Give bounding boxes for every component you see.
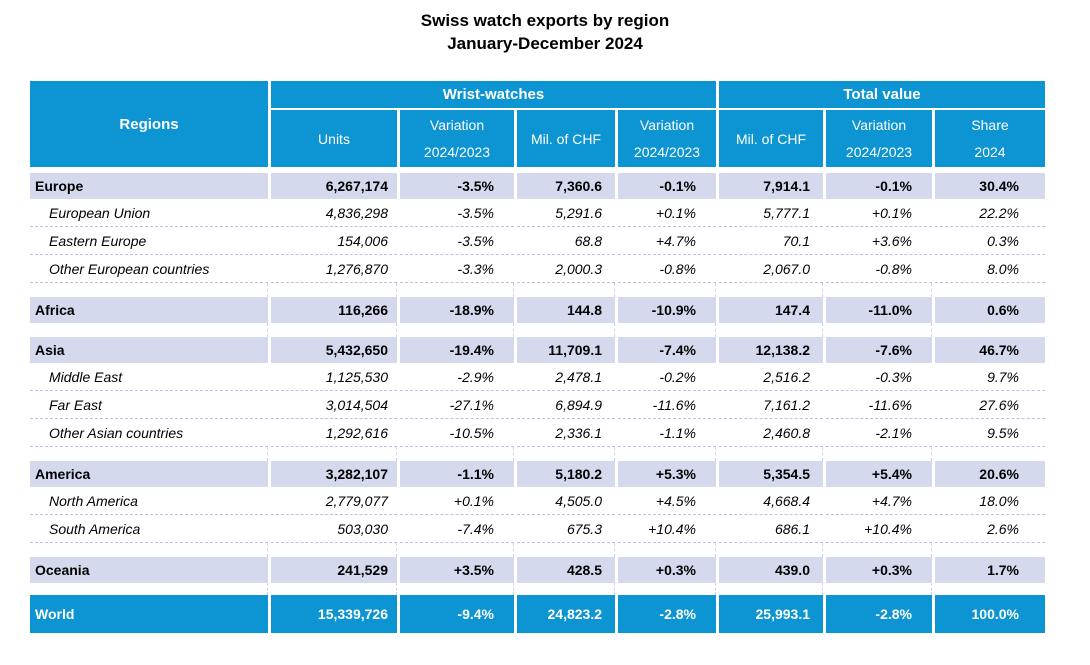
cell-variation-units: -3.5% — [400, 199, 514, 227]
table-row-north-america — [30, 487, 1045, 515]
table-row-other-asian-countries — [30, 419, 1045, 447]
spacer-cell — [400, 583, 514, 595]
cell-chf-wrist: 11,709.1 — [517, 337, 615, 363]
cell-variation-chf-wrist: -0.2% — [618, 363, 716, 391]
table-row-america — [30, 461, 1045, 487]
column-header-share-line2: 2024 — [974, 144, 1006, 160]
region-name: Other Asian countries — [30, 419, 268, 447]
spacer-cell — [935, 323, 1045, 337]
spacer-cell — [517, 543, 615, 557]
spacer-cell — [719, 447, 823, 461]
spacer-cell — [517, 283, 615, 297]
cell-share: 20.6% — [935, 461, 1045, 487]
cell-chf-wrist: 2,336.1 — [517, 419, 615, 447]
cell-variation-chf-wrist: +0.3% — [618, 557, 716, 583]
spacer-cell — [400, 447, 514, 461]
table-row-middle-east — [30, 363, 1045, 391]
spacer-cell — [935, 543, 1045, 557]
column-header-chf-total — [719, 110, 823, 167]
spacer-cell — [935, 447, 1045, 461]
spacer-row — [30, 323, 1045, 337]
cell-chf-total: 686.1 — [719, 515, 823, 543]
spacer-cell — [719, 323, 823, 337]
region-name: Oceania — [30, 557, 268, 583]
cell-variation-units: -10.5% — [400, 419, 514, 447]
cell-chf-wrist: 68.8 — [517, 227, 615, 255]
cell-variation-chf-wrist: -7.4% — [618, 337, 716, 363]
table-row-asia — [30, 337, 1045, 363]
cell-variation-units: -3.3% — [400, 255, 514, 283]
cell-variation-chf-total: -0.3% — [826, 363, 932, 391]
cell-variation-units: -3.5% — [400, 173, 514, 199]
cell-chf-wrist: 2,000.3 — [517, 255, 615, 283]
title-line-1: Swiss watch exports by region — [420, 11, 670, 30]
spacer-cell — [826, 543, 932, 557]
spacer-cell — [935, 583, 1045, 595]
cell-chf-wrist: 4,505.0 — [517, 487, 615, 515]
cell-share: 1.7% — [935, 557, 1045, 583]
spacer-row — [30, 583, 1045, 595]
cell-variation-chf-total: -0.1% — [826, 173, 932, 199]
region-name: European Union — [30, 199, 268, 227]
region-name: Other European countries — [30, 255, 268, 283]
cell-variation-units: +0.1% — [400, 487, 514, 515]
column-header-share — [935, 110, 1045, 167]
cell-variation-units: -27.1% — [400, 391, 514, 419]
cell-units: 4,836,298 — [271, 199, 397, 227]
cell-variation-units: -3.5% — [400, 227, 514, 255]
spacer-cell — [30, 283, 268, 297]
region-name: South America — [30, 515, 268, 543]
cell-chf-wrist: 2,478.1 — [517, 363, 615, 391]
cell-units: 6,267,174 — [271, 173, 397, 199]
table-row-eastern-europe — [30, 227, 1045, 255]
spacer-cell — [400, 543, 514, 557]
region-name: World — [30, 595, 268, 633]
cell-variation-chf-total: -2.1% — [826, 419, 932, 447]
spacer-row — [30, 543, 1045, 557]
table-body — [30, 173, 1045, 633]
cell-units: 5,432,650 — [271, 337, 397, 363]
spacer-cell — [517, 323, 615, 337]
cell-variation-units: -7.4% — [400, 515, 514, 543]
column-header-chf-total-line1: Mil. of CHF — [736, 130, 806, 147]
cell-units: 3,014,504 — [271, 391, 397, 419]
title-line-2: January-December 2024 — [447, 34, 643, 53]
cell-share: 18.0% — [935, 487, 1045, 515]
cell-share: 22.2% — [935, 199, 1045, 227]
cell-share: 30.4% — [935, 173, 1045, 199]
column-header-chf-wrist-line1: Mil. of CHF — [531, 130, 601, 147]
column-header-variation-chf-wrist — [618, 110, 716, 167]
cell-chf-wrist: 24,823.2 — [517, 595, 615, 633]
cell-share: 100.0% — [935, 595, 1045, 633]
cell-variation-units: -1.1% — [400, 461, 514, 487]
cell-share: 27.6% — [935, 391, 1045, 419]
cell-variation-chf-wrist: -2.8% — [618, 595, 716, 633]
column-header-share-line1: Share — [971, 117, 1009, 133]
region-name: Africa — [30, 297, 268, 323]
cell-variation-units: -18.9% — [400, 297, 514, 323]
table-row-europe — [30, 173, 1045, 199]
spacer-cell — [618, 323, 716, 337]
region-name: America — [30, 461, 268, 487]
cell-units: 116,266 — [271, 297, 397, 323]
spacer-cell — [618, 447, 716, 461]
cell-variation-chf-total: -11.6% — [826, 391, 932, 419]
cell-chf-total: 70.1 — [719, 227, 823, 255]
cell-share: 8.0% — [935, 255, 1045, 283]
cell-chf-total: 5,354.5 — [719, 461, 823, 487]
spacer-cell — [271, 447, 397, 461]
cell-chf-total: 147.4 — [719, 297, 823, 323]
cell-chf-wrist: 428.5 — [517, 557, 615, 583]
cell-variation-chf-total: +0.3% — [826, 557, 932, 583]
cell-units: 1,276,870 — [271, 255, 397, 283]
cell-chf-wrist: 675.3 — [517, 515, 615, 543]
table-row-africa — [30, 297, 1045, 323]
cell-chf-wrist: 144.8 — [517, 297, 615, 323]
spacer-cell — [271, 323, 397, 337]
cell-share: 0.3% — [935, 227, 1045, 255]
cell-variation-chf-total: -2.8% — [826, 595, 932, 633]
spacer-cell — [400, 283, 514, 297]
cell-units: 503,030 — [271, 515, 397, 543]
cell-chf-total: 12,138.2 — [719, 337, 823, 363]
cell-variation-chf-total: +0.1% — [826, 199, 932, 227]
cell-chf-total: 4,668.4 — [719, 487, 823, 515]
region-name: North America — [30, 487, 268, 515]
column-header-chf-wrist — [517, 110, 615, 167]
cell-variation-units: -9.4% — [400, 595, 514, 633]
spacer-cell — [400, 323, 514, 337]
page-title — [0, 9, 1090, 55]
region-name: Europe — [30, 173, 268, 199]
spacer-cell — [826, 283, 932, 297]
cell-variation-chf-total: -11.0% — [826, 297, 932, 323]
cell-units: 2,779,077 — [271, 487, 397, 515]
region-name: Eastern Europe — [30, 227, 268, 255]
cell-share: 46.7% — [935, 337, 1045, 363]
column-header-variation-chf-wrist-line2: 2024/2023 — [633, 144, 701, 160]
spacer-cell — [30, 323, 268, 337]
cell-variation-chf-wrist: -10.9% — [618, 297, 716, 323]
cell-units: 241,529 — [271, 557, 397, 583]
spacer-cell — [826, 323, 932, 337]
spacer-cell — [719, 283, 823, 297]
cell-variation-chf-wrist: +4.5% — [618, 487, 716, 515]
column-header-units — [271, 110, 397, 167]
column-header-variation-units-line2: 2024/2023 — [423, 144, 491, 160]
cell-chf-total: 2,067.0 — [719, 255, 823, 283]
cell-chf-wrist: 6,894.9 — [517, 391, 615, 419]
cell-variation-chf-total: +5.4% — [826, 461, 932, 487]
table-row-world — [30, 595, 1045, 633]
column-header-variation-chf-total-line1: Variation — [851, 117, 907, 133]
spacer-cell — [271, 543, 397, 557]
cell-units: 154,006 — [271, 227, 397, 255]
column-header-variation-units-line1: Variation — [429, 117, 485, 133]
spacer-cell — [935, 283, 1045, 297]
spacer-cell — [618, 283, 716, 297]
cell-chf-wrist: 7,360.6 — [517, 173, 615, 199]
cell-chf-total: 7,914.1 — [719, 173, 823, 199]
spacer-cell — [517, 583, 615, 595]
cell-units: 1,292,616 — [271, 419, 397, 447]
table-header — [30, 81, 1045, 167]
column-header-variation-chf-total — [826, 110, 932, 167]
cell-variation-chf-total: -0.8% — [826, 255, 932, 283]
spacer-cell — [271, 583, 397, 595]
cell-variation-chf-total: -7.6% — [826, 337, 932, 363]
spacer-cell — [30, 583, 268, 595]
table-row-far-east — [30, 391, 1045, 419]
cell-chf-total: 2,516.2 — [719, 363, 823, 391]
cell-units: 15,339,726 — [271, 595, 397, 633]
spacer-cell — [826, 447, 932, 461]
spacer-cell — [30, 543, 268, 557]
cell-chf-wrist: 5,180.2 — [517, 461, 615, 487]
region-name: Far East — [30, 391, 268, 419]
spacer-cell — [719, 543, 823, 557]
spacer-cell — [618, 583, 716, 595]
spacer-cell — [30, 447, 268, 461]
spacer-row — [30, 447, 1045, 461]
cell-variation-units: +3.5% — [400, 557, 514, 583]
region-name: Middle East — [30, 363, 268, 391]
cell-variation-chf-wrist: -1.1% — [618, 419, 716, 447]
column-header-regions: Regions — [30, 81, 268, 167]
cell-share: 9.5% — [935, 419, 1045, 447]
cell-chf-total: 25,993.1 — [719, 595, 823, 633]
cell-variation-units: -2.9% — [400, 363, 514, 391]
table-row-oceania — [30, 557, 1045, 583]
cell-chf-wrist: 5,291.6 — [517, 199, 615, 227]
cell-variation-chf-total: +3.6% — [826, 227, 932, 255]
group-header-total-value: Total value — [719, 81, 1045, 108]
cell-variation-chf-total: +10.4% — [826, 515, 932, 543]
cell-chf-total: 7,161.2 — [719, 391, 823, 419]
column-header-variation-chf-total-line2: 2024/2023 — [845, 144, 913, 160]
group-header-wrist-watches: Wrist-watches — [271, 81, 716, 108]
cell-chf-total: 5,777.1 — [719, 199, 823, 227]
region-name: Asia — [30, 337, 268, 363]
table-row-south-america — [30, 515, 1045, 543]
cell-share: 2.6% — [935, 515, 1045, 543]
cell-variation-units: -19.4% — [400, 337, 514, 363]
cell-variation-chf-wrist: +5.3% — [618, 461, 716, 487]
cell-variation-chf-wrist: +0.1% — [618, 199, 716, 227]
spacer-row — [30, 283, 1045, 297]
spacer-cell — [719, 583, 823, 595]
cell-variation-chf-wrist: -0.1% — [618, 173, 716, 199]
cell-chf-total: 2,460.8 — [719, 419, 823, 447]
cell-units: 1,125,530 — [271, 363, 397, 391]
column-header-variation-units — [400, 110, 514, 167]
table-row-other-european-countries — [30, 255, 1045, 283]
spacer-cell — [271, 283, 397, 297]
column-header-units-line1: Units — [318, 130, 350, 147]
cell-units: 3,282,107 — [271, 461, 397, 487]
spacer-cell — [517, 447, 615, 461]
cell-share: 0.6% — [935, 297, 1045, 323]
cell-variation-chf-wrist: -11.6% — [618, 391, 716, 419]
cell-variation-chf-wrist: +10.4% — [618, 515, 716, 543]
cell-chf-total: 439.0 — [719, 557, 823, 583]
cell-variation-chf-total: +4.7% — [826, 487, 932, 515]
exports-table — [30, 81, 1045, 633]
table-row-european-union — [30, 199, 1045, 227]
spacer-cell — [618, 543, 716, 557]
cell-variation-chf-wrist: +4.7% — [618, 227, 716, 255]
column-header-variation-chf-wrist-line1: Variation — [639, 117, 695, 133]
spacer-cell — [826, 583, 932, 595]
cell-share: 9.7% — [935, 363, 1045, 391]
cell-variation-chf-wrist: -0.8% — [618, 255, 716, 283]
